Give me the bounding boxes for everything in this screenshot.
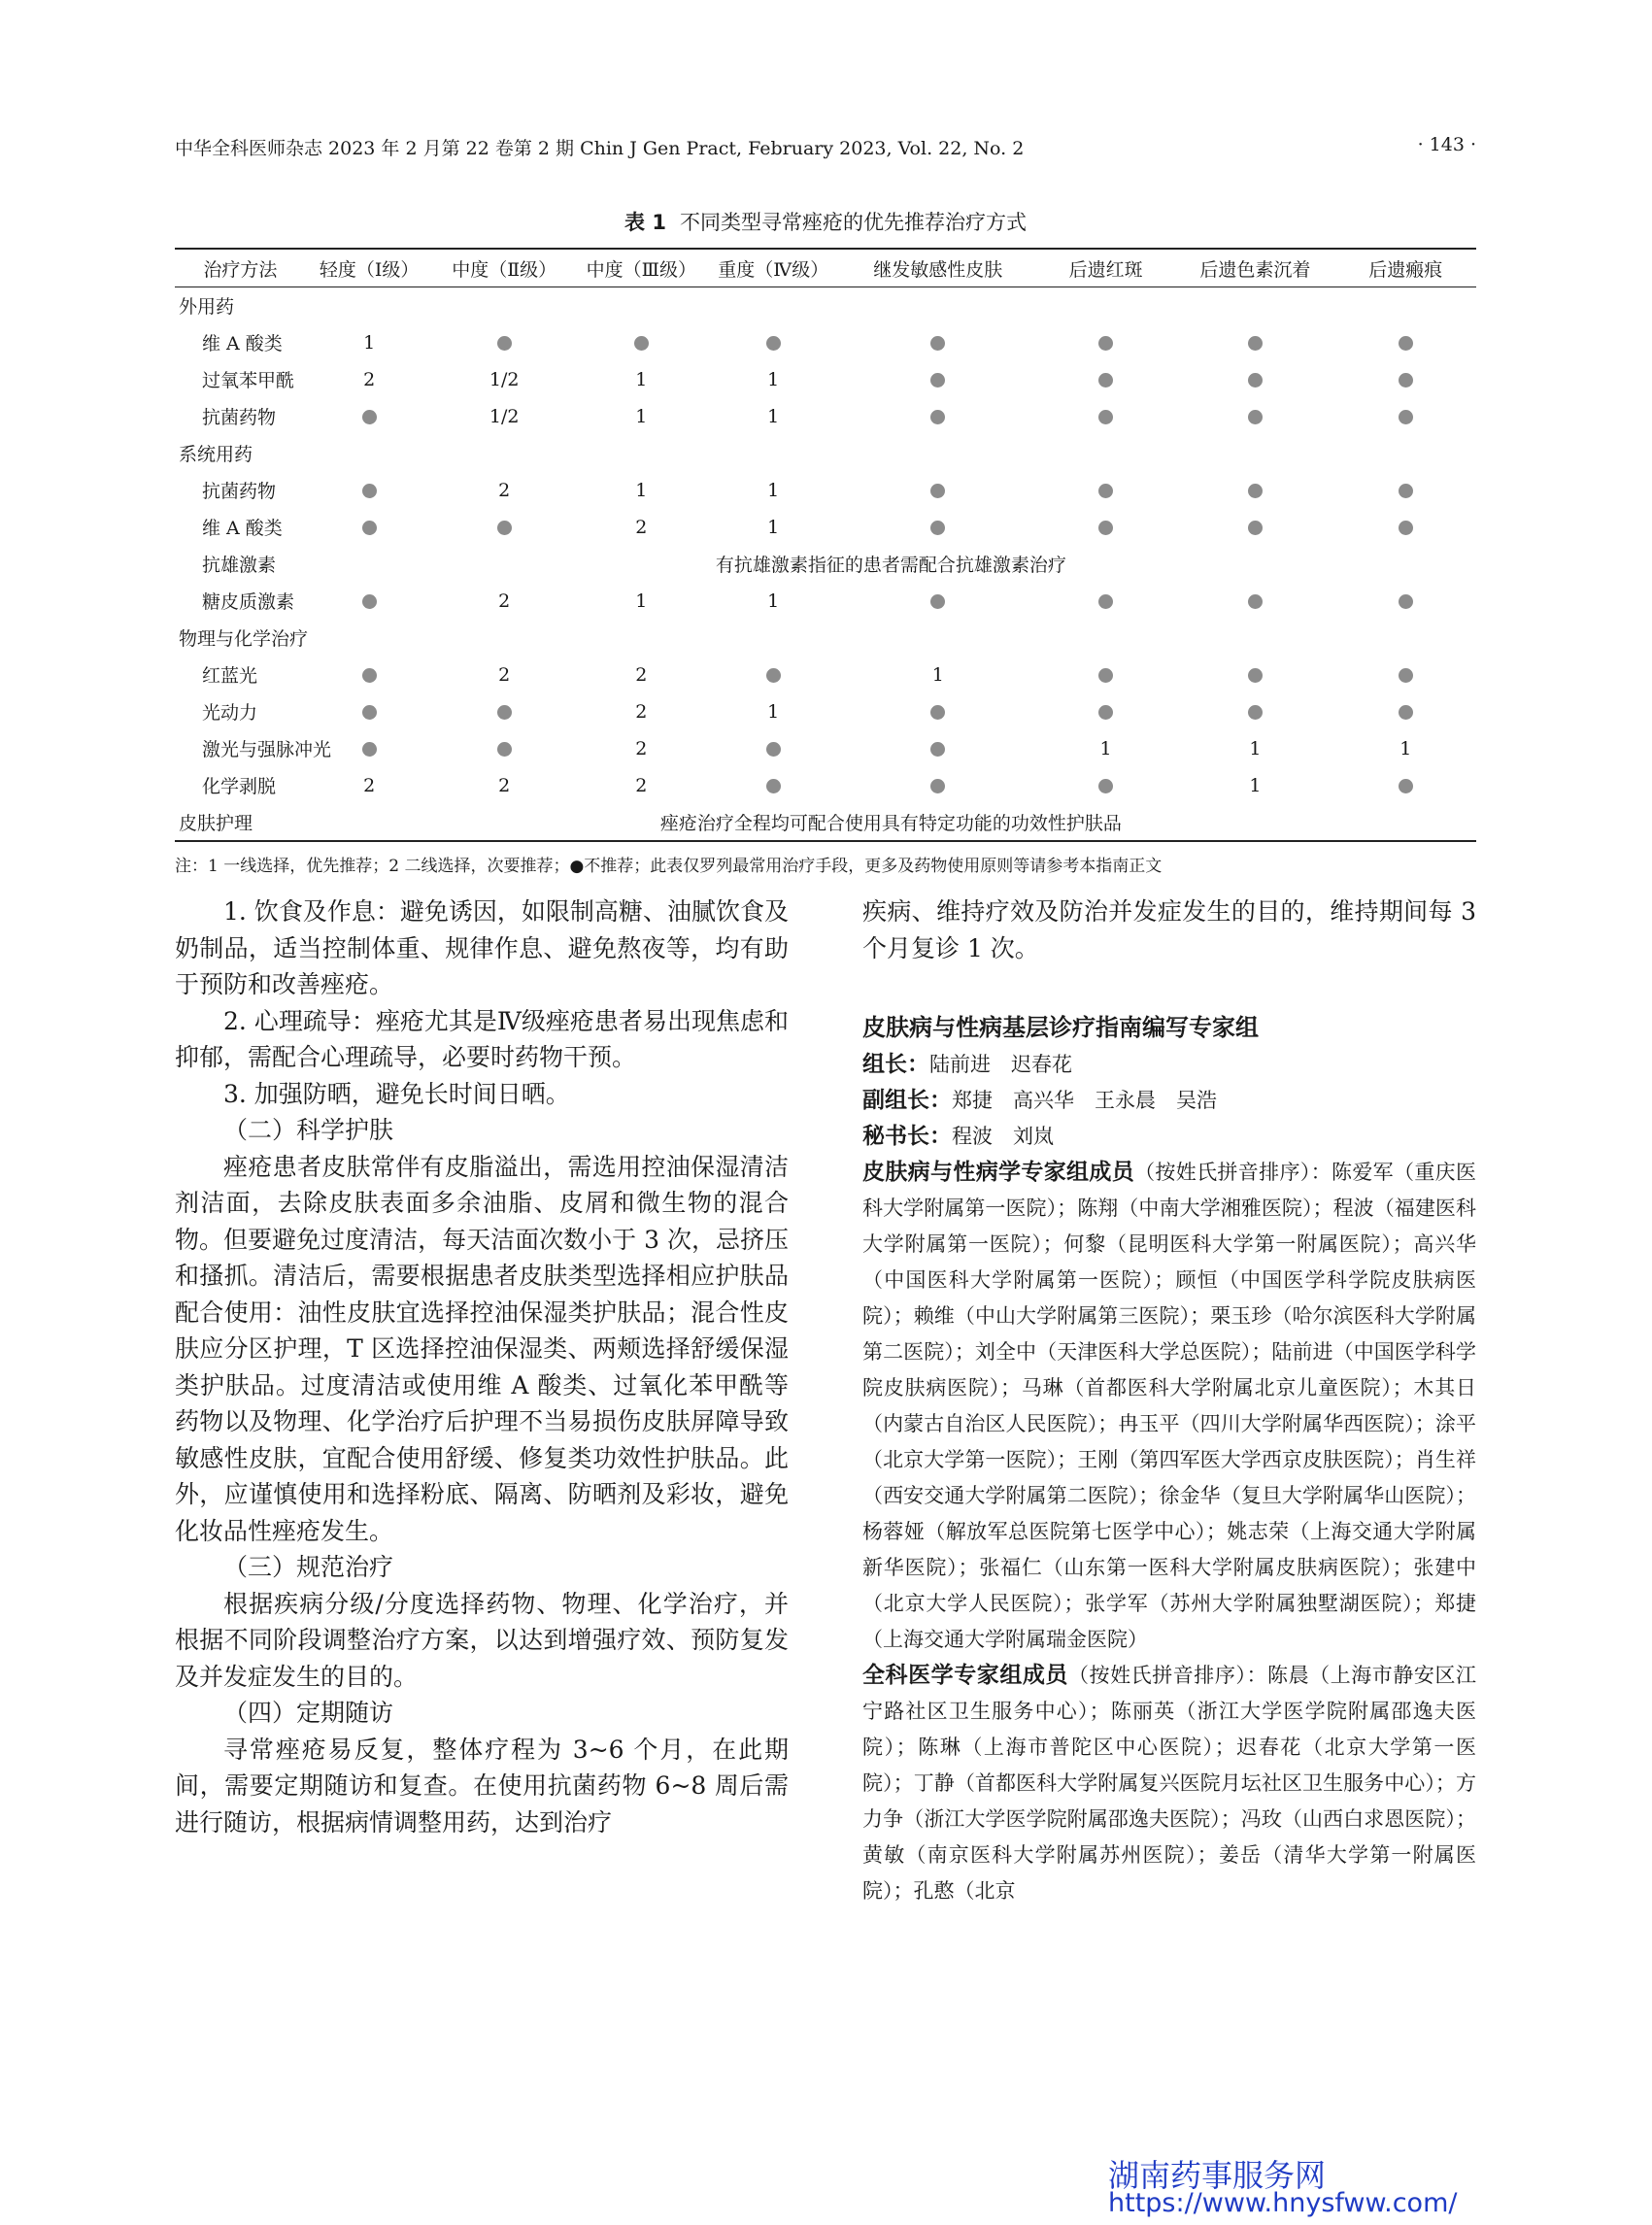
table-cell — [707, 657, 840, 693]
not-recommended-dot — [1098, 410, 1113, 424]
secretary-names: 程波 刘岚 — [952, 1125, 1054, 1148]
leader-names: 陆前进 迟春花 — [929, 1053, 1072, 1076]
watermark-title: 湖南药事服务网 — [1108, 2157, 1327, 2194]
table-cell — [432, 693, 575, 730]
not-recommended-dot — [1098, 521, 1113, 535]
table-cell — [1036, 472, 1175, 509]
table-cell — [1036, 767, 1175, 804]
group-row — [175, 620, 1476, 657]
table-cell — [1036, 398, 1175, 435]
table-cell: 1/2 — [489, 368, 520, 390]
table-cell — [840, 767, 1036, 804]
table-cell: 2 — [498, 774, 511, 796]
not-recommended-dot — [766, 668, 781, 683]
not-recommended-dot — [1399, 668, 1413, 683]
col-header: 后遗红斑 — [1068, 258, 1143, 281]
not-recommended-dot — [362, 668, 377, 683]
table-cell: 2 — [635, 774, 648, 796]
row-label: 维 A 酸类 — [202, 518, 283, 539]
table-cell — [1175, 583, 1334, 620]
table-cell: 1 — [931, 663, 944, 686]
not-recommended-dot — [930, 521, 945, 535]
secretary-line — [862, 1119, 1476, 1155]
not-recommended-dot — [1098, 779, 1113, 793]
table-cell: 1 — [767, 590, 780, 612]
not-recommended-dot — [930, 336, 945, 351]
table-cell: 2 — [635, 663, 648, 686]
gp-names: 陈晨（上海市静安区江宁路社区卫生服务中心）；陈丽英（浙江大学医学院附属邵逸夫医院）；陈琳（上海市普陀区中心医院）；迟春花（北京大学第一医院）；丁静（首都医科大学附属复兴医院月坛社区卫生服务中心）；方力争（浙江大学医学院附属邵逸夫医院）；冯玫（山西白求恩医院）；黄敏（南京医科大学附属苏州医院）；姜岳（清华大学第一附属医院）；孔憨（北京 — [862, 1664, 1477, 1903]
table-cell — [576, 324, 707, 361]
table-cell — [432, 730, 575, 767]
table-cell — [1175, 693, 1334, 730]
not-recommended-dot — [1248, 668, 1263, 683]
not-recommended-dot — [1399, 594, 1413, 609]
not-recommended-dot — [362, 705, 377, 720]
section-heading: （三）规范治疗 — [223, 1553, 394, 1581]
not-recommended-dot — [1399, 484, 1413, 498]
not-recommended-dot — [766, 336, 781, 351]
table-cell — [306, 693, 433, 730]
expert-heading — [862, 1010, 1476, 1047]
table-caption — [175, 207, 1476, 236]
table-cell — [1175, 361, 1334, 398]
row-label: 化学剥脱 — [202, 776, 277, 797]
secretary-label: 秘书长： — [862, 1124, 952, 1149]
table-row — [175, 324, 1476, 361]
not-recommended-dot — [930, 594, 945, 609]
not-recommended-dot — [362, 484, 377, 498]
table-cell — [1036, 693, 1175, 730]
not-recommended-dot — [1098, 484, 1113, 498]
not-recommended-dot — [1399, 336, 1413, 351]
not-recommended-dot — [1098, 594, 1113, 609]
table-cell — [1175, 324, 1334, 361]
section-heading: （二）科学护肤 — [223, 1116, 394, 1144]
row-label: 抗菌药物 — [202, 481, 277, 502]
row-label: 抗菌药物 — [202, 407, 277, 428]
table-cell — [306, 583, 433, 620]
table-cell — [840, 361, 1036, 398]
table-cell — [1335, 361, 1476, 398]
deputy-line — [862, 1083, 1476, 1119]
paragraph: 2. 心理疏导：痤疮尤其是Ⅳ级痤疮患者易出现焦虑和抑郁，需配合心理疏导，必要时药物干预。 — [175, 1006, 789, 1071]
table-cell: 1 — [767, 516, 780, 538]
table-cell — [1036, 361, 1175, 398]
treatment-table — [175, 248, 1476, 842]
not-recommended-dot — [1399, 373, 1413, 388]
table-cell: 1 — [635, 368, 648, 390]
not-recommended-dot — [1248, 521, 1263, 535]
row-label: 光动力 — [202, 702, 258, 724]
not-recommended-dot — [930, 410, 945, 424]
paragraph: 寻常痤疮易反复，整体疗程为 3~6 个月，在此期间，需要定期随访和复查。在使用抗菌药物 6~8 周后需进行随访，根据病情调整用药，达到治疗 — [175, 1735, 789, 1837]
not-recommended-dot — [497, 705, 512, 720]
table-cell — [840, 324, 1036, 361]
col-header: 重度（Ⅳ级） — [718, 258, 829, 281]
not-recommended-dot — [930, 484, 945, 498]
table-cell: 2 — [363, 774, 376, 796]
table-cell — [1175, 472, 1334, 509]
table-cell: 1 — [1099, 737, 1112, 759]
table-row — [175, 546, 1476, 583]
table-cell — [432, 324, 575, 361]
table-cell: 1 — [635, 590, 648, 612]
table-cell — [1175, 509, 1334, 546]
table-cell — [840, 730, 1036, 767]
table-cell: 1/2 — [489, 405, 520, 427]
table-cell — [840, 583, 1036, 620]
expert-group-title: 皮肤病与性病基层诊疗指南编写专家组 — [862, 1014, 1259, 1041]
not-recommended-dot — [1248, 336, 1263, 351]
table-cell — [306, 657, 433, 693]
table-cell — [1335, 767, 1476, 804]
table-number: 表 1 — [624, 211, 666, 234]
table-cell — [306, 398, 433, 435]
paragraph: 疾病、维持疗效及防治并发症发生的目的，维持期间每 3 个月复诊 1 次。 — [862, 897, 1476, 962]
table-cell — [1036, 583, 1175, 620]
table-cell: 1 — [767, 479, 780, 501]
table-cell — [432, 509, 575, 546]
right-column — [862, 893, 1476, 966]
table-cell — [840, 509, 1036, 546]
row-label: 维 A 酸类 — [202, 333, 283, 354]
deputy-label: 副组长： — [862, 1088, 952, 1113]
table-cell — [707, 324, 840, 361]
table-cell — [1335, 509, 1476, 546]
table-cell: 2 — [635, 516, 648, 538]
table-cell: 2 — [635, 737, 648, 759]
col-header: 轻度（Ⅰ级） — [319, 258, 420, 281]
gp-sort-note: （按姓氏拼音排序）： — [1067, 1664, 1268, 1687]
not-recommended-dot — [1098, 373, 1113, 388]
table-cell: 1 — [635, 479, 648, 501]
table-row — [175, 657, 1476, 693]
table-cell — [840, 472, 1036, 509]
group-row — [175, 435, 1476, 472]
not-recommended-dot — [766, 779, 781, 793]
table-cell: 1 — [635, 405, 648, 427]
not-recommended-dot — [930, 373, 945, 388]
table-cell — [1335, 472, 1476, 509]
table-cell: 1 — [767, 368, 780, 390]
not-recommended-dot — [362, 742, 377, 757]
not-recommended-dot — [497, 521, 512, 535]
table-row — [175, 472, 1476, 509]
row-label: 过氧苯甲酰 — [202, 370, 295, 391]
leader-label: 组长： — [862, 1052, 929, 1077]
section-heading: （四）定期随访 — [223, 1699, 394, 1727]
paragraph: 1. 饮食及作息：避免诱因，如限制高糖、油腻饮食及奶制品，适当控制体重、规律作息、避免熬夜等，均有助于预防和改善痤疮。 — [175, 897, 789, 998]
table-cell — [1335, 398, 1476, 435]
leader-line — [862, 1047, 1476, 1083]
table-cell — [840, 398, 1036, 435]
watermark-url[interactable]: https://www.hnysfww.com/ — [1108, 2188, 1458, 2218]
col-header: 中度（Ⅲ级） — [586, 258, 696, 281]
row-label: 红蓝光 — [202, 665, 258, 687]
table-row — [175, 767, 1476, 804]
not-recommended-dot — [766, 742, 781, 757]
table-cell: 2 — [498, 663, 511, 686]
table-title: 不同类型寻常痤疮的优先推荐治疗方式 — [679, 211, 1027, 234]
table-cell — [1036, 324, 1175, 361]
group-label: 物理与化学治疗 — [179, 628, 309, 650]
col-header: 治疗方法 — [203, 258, 278, 281]
row-label: 激光与强脉冲光 — [202, 739, 332, 760]
table-cell — [707, 767, 840, 804]
table-footnote: 注：1 一线选择，优先推荐；2 二线选择，次要推荐；●不推荐；此表仅罗列最常用治疗手段，更多及药物使用原则等请参考本指南正文 — [175, 857, 1163, 876]
derm-label: 皮肤病与性病学专家组成员 — [862, 1160, 1135, 1185]
merged-cell: 痤疮治疗全程均可配合使用具有特定功能的功效性护肤品 — [659, 812, 1122, 834]
table-cell: 1 — [363, 331, 376, 354]
not-recommended-dot — [362, 410, 377, 424]
table-row — [175, 730, 1476, 767]
not-recommended-dot — [1399, 521, 1413, 535]
paragraph: 3. 加强防晒，避免长时间日晒。 — [223, 1079, 570, 1108]
group-label: 系统用药 — [179, 444, 253, 465]
deputy-names: 郑捷 高兴华 王永晨 吴浩 — [952, 1089, 1217, 1112]
not-recommended-dot — [1098, 668, 1113, 683]
not-recommended-dot — [362, 594, 377, 609]
not-recommended-dot — [497, 336, 512, 351]
not-recommended-dot — [362, 521, 377, 535]
not-recommended-dot — [1399, 779, 1413, 793]
derm-sort-note: （按姓氏拼音排序）： — [1134, 1161, 1332, 1184]
col-header: 继发敏感性皮肤 — [873, 258, 1003, 281]
gp-label: 全科医学专家组成员 — [862, 1663, 1068, 1688]
not-recommended-dot — [1098, 705, 1113, 720]
paragraph: 根据疾病分级/分度选择药物、物理、化学治疗，并根据不同阶段调整治疗方案，以达到增强疗效、预防复发及并发症发生的目的。 — [175, 1589, 789, 1691]
gp-members — [862, 1658, 1476, 1909]
table-cell — [1335, 583, 1476, 620]
table-cell: 2 — [498, 590, 511, 612]
table-cell — [1335, 693, 1476, 730]
table-row — [175, 398, 1476, 435]
group-label: 皮肤护理 — [179, 812, 253, 834]
not-recommended-dot — [1399, 410, 1413, 424]
paragraph: 痤疮患者皮肤常伴有皮脂溢出，需选用控油保湿清洁剂洁面，去除皮肤表面多余油脂、皮屑和微生物的混合物。但要避免过度清洁，每天洁面次数小于 3 次，忌挤压和搔抓。清洁后，需要根据患者皮肤类型选择相应护肤品配合使用：油性皮肤宜选择控油保湿类护肤品；混合性皮肤应分区护理，T 区选择控油保湿类、两颊选择舒缓保湿类护肤品。过度清洁或使用维 A 酸类、过氧化苯甲酰等药物以及物理、化学治疗后护理不当易损伤皮肤屏障导致敏感性皮肤，宜配合使用舒缓、修复类功效性护肤品。此外，应谨慎使用和选择粉底、隔离、防晒剂及彩妆，避免化妆品性痤疮发生。 — [175, 1152, 789, 1545]
merged-cell: 有抗雄激素指征的患者需配合抗雄激素治疗 — [715, 555, 1066, 576]
page-number: · 143 · — [1417, 134, 1476, 155]
not-recommended-dot — [930, 705, 945, 720]
group-label: 外用药 — [179, 296, 235, 319]
table-cell — [306, 472, 433, 509]
table-cell — [707, 730, 840, 767]
expert-group — [862, 1010, 1476, 1909]
table-row — [175, 361, 1476, 398]
table-cell: 2 — [635, 700, 648, 723]
row-label: 抗雄激素 — [202, 555, 277, 576]
not-recommended-dot — [497, 742, 512, 757]
table-row — [175, 583, 1476, 620]
derm-members — [862, 1155, 1476, 1658]
table-cell — [1175, 398, 1334, 435]
group-row — [175, 287, 1476, 324]
not-recommended-dot — [634, 336, 649, 351]
table-cell: 1 — [1399, 737, 1412, 759]
col-header: 后遗瘢痕 — [1368, 258, 1443, 281]
table-cell: 1 — [1249, 774, 1262, 796]
not-recommended-dot — [1248, 410, 1263, 424]
derm-names: 陈爱军（重庆医科大学附属第一医院）；陈翔（中南大学湘雅医院）；程波（福建医科大学附属第一医院）；何黎（昆明医科大学第一附属医院）；高兴华（中国医科大学附属第一医院）；顾恒（中国医学科学院皮肤病医院）；赖维（中山大学附属第三医院）；栗玉珍（哈尔滨医科大学附属第二医院）；刘全中（天津医科大学总医院）；陆前进（中国医学科学院皮肤病医院）；马琳（首都医科大学附属北京儿童医院）；木其日（内蒙古自治区人民医院）；冉玉平（四川大学附属华西医院）；涂平（北京大学第一医院）；王刚（第四军医大学西京皮肤医院）；肖生祥（西安交通大学附属第二医院）；徐金华（复旦大学附属华山医院）；杨蓉娅（解放军总医院第七医学中心）；姚志荣（上海交通大学附属新华医院）；张福仁（山东第一医科大学附属皮肤病医院）；张建中（北京大学人民医院）；张学军（苏州大学附属独墅湖医院）；郑捷（上海交通大学附属瑞金医院） — [862, 1161, 1477, 1651]
journal-citation: 中华全科医师杂志 2023 年 2 月第 22 卷第 2 期 Chin J Gen Pract, February 2023, Vol. 22, No. 2 — [175, 138, 1025, 159]
table-cell — [840, 693, 1036, 730]
table-cell: 2 — [498, 479, 511, 501]
not-recommended-dot — [1248, 484, 1263, 498]
table-cell — [1175, 657, 1334, 693]
table-cell: 1 — [767, 405, 780, 427]
table-cell — [1036, 509, 1175, 546]
table-row — [175, 693, 1476, 730]
col-header: 中度（Ⅱ级） — [452, 258, 557, 281]
not-recommended-dot — [930, 779, 945, 793]
not-recommended-dot — [1399, 705, 1413, 720]
running-header — [175, 134, 1476, 163]
table-cell — [1335, 657, 1476, 693]
table-cell: 1 — [1249, 737, 1262, 759]
table-cell: 1 — [767, 700, 780, 723]
table-row — [175, 509, 1476, 546]
left-column — [175, 893, 789, 1840]
col-header: 后遗色素沉着 — [1199, 258, 1311, 281]
not-recommended-dot — [1248, 705, 1263, 720]
table-header-row — [175, 249, 1476, 287]
table-cell — [1335, 324, 1476, 361]
table-row — [175, 804, 1476, 841]
table-cell — [1036, 657, 1175, 693]
table-cell: 2 — [363, 368, 376, 390]
not-recommended-dot — [1098, 336, 1113, 351]
table-cell — [306, 509, 433, 546]
row-label: 糖皮质激素 — [202, 591, 295, 613]
not-recommended-dot — [1248, 594, 1263, 609]
not-recommended-dot — [1248, 373, 1263, 388]
not-recommended-dot — [930, 742, 945, 757]
